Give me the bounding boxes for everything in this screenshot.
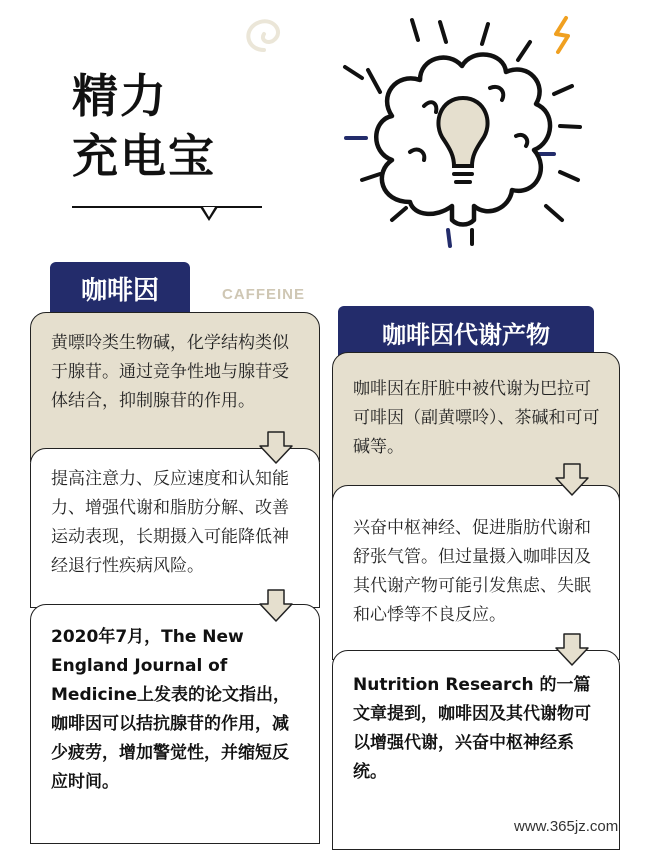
metabolism-card: 咖啡因在肝脏中被代谢为巴拉可可啡因（副黄嘌呤）、茶碱和可可碱等。 [332,352,620,502]
metabolites-research-card: Nutrition Research 的一篇文章提到，咖啡因及其代谢物可以增强代谢，兴奋中枢神经系统。 [332,650,620,850]
caffeine-definition-card: 黄嘌呤类生物碱，化学结构类似于腺苷。通过竞争性地与腺苷受体结合，抑制腺苷的作用。 [30,312,320,462]
page-title-line-1: 精力 [72,69,168,123]
site-watermark: www.365jz.com [514,818,619,835]
caffeine-english-tag: CAFFEINE [222,286,305,303]
down-arrow-icon [554,462,590,498]
page-title-line-2: 充电宝 [72,129,216,183]
metabolites-heading: 咖啡因代谢产物 [338,306,594,358]
down-arrow-icon [258,430,294,466]
brain-lightbulb-icon [340,12,600,257]
caffeine-heading: 咖啡因 [50,262,190,314]
caffeine-effects-card: 提高注意力、反应速度和认知能力、增强代谢和脂肪分解、改善运动表现，长期摄入可能降低神经退行性疾病风险。 [30,448,320,608]
caffeine-research-card: 2020年7月，The New England Journal of Medicine上发表的论文指出，咖啡因可以拮抗腺苷的作用，减少疲劳，增加警觉性，并缩短反应时间。 [30,604,320,844]
down-arrow-icon [258,588,294,624]
swirl-decoration-icon [234,10,294,60]
speech-notch-fill [203,207,215,217]
metabolites-effects-card: 兴奋中枢神经、促进脂肪代谢和舒张气管。但过量摄入咖啡因及其代谢产物可能引发焦虑、失眠和心悸等不良反应。 [332,485,620,660]
down-arrow-icon [554,632,590,668]
title-divider [72,206,262,208]
